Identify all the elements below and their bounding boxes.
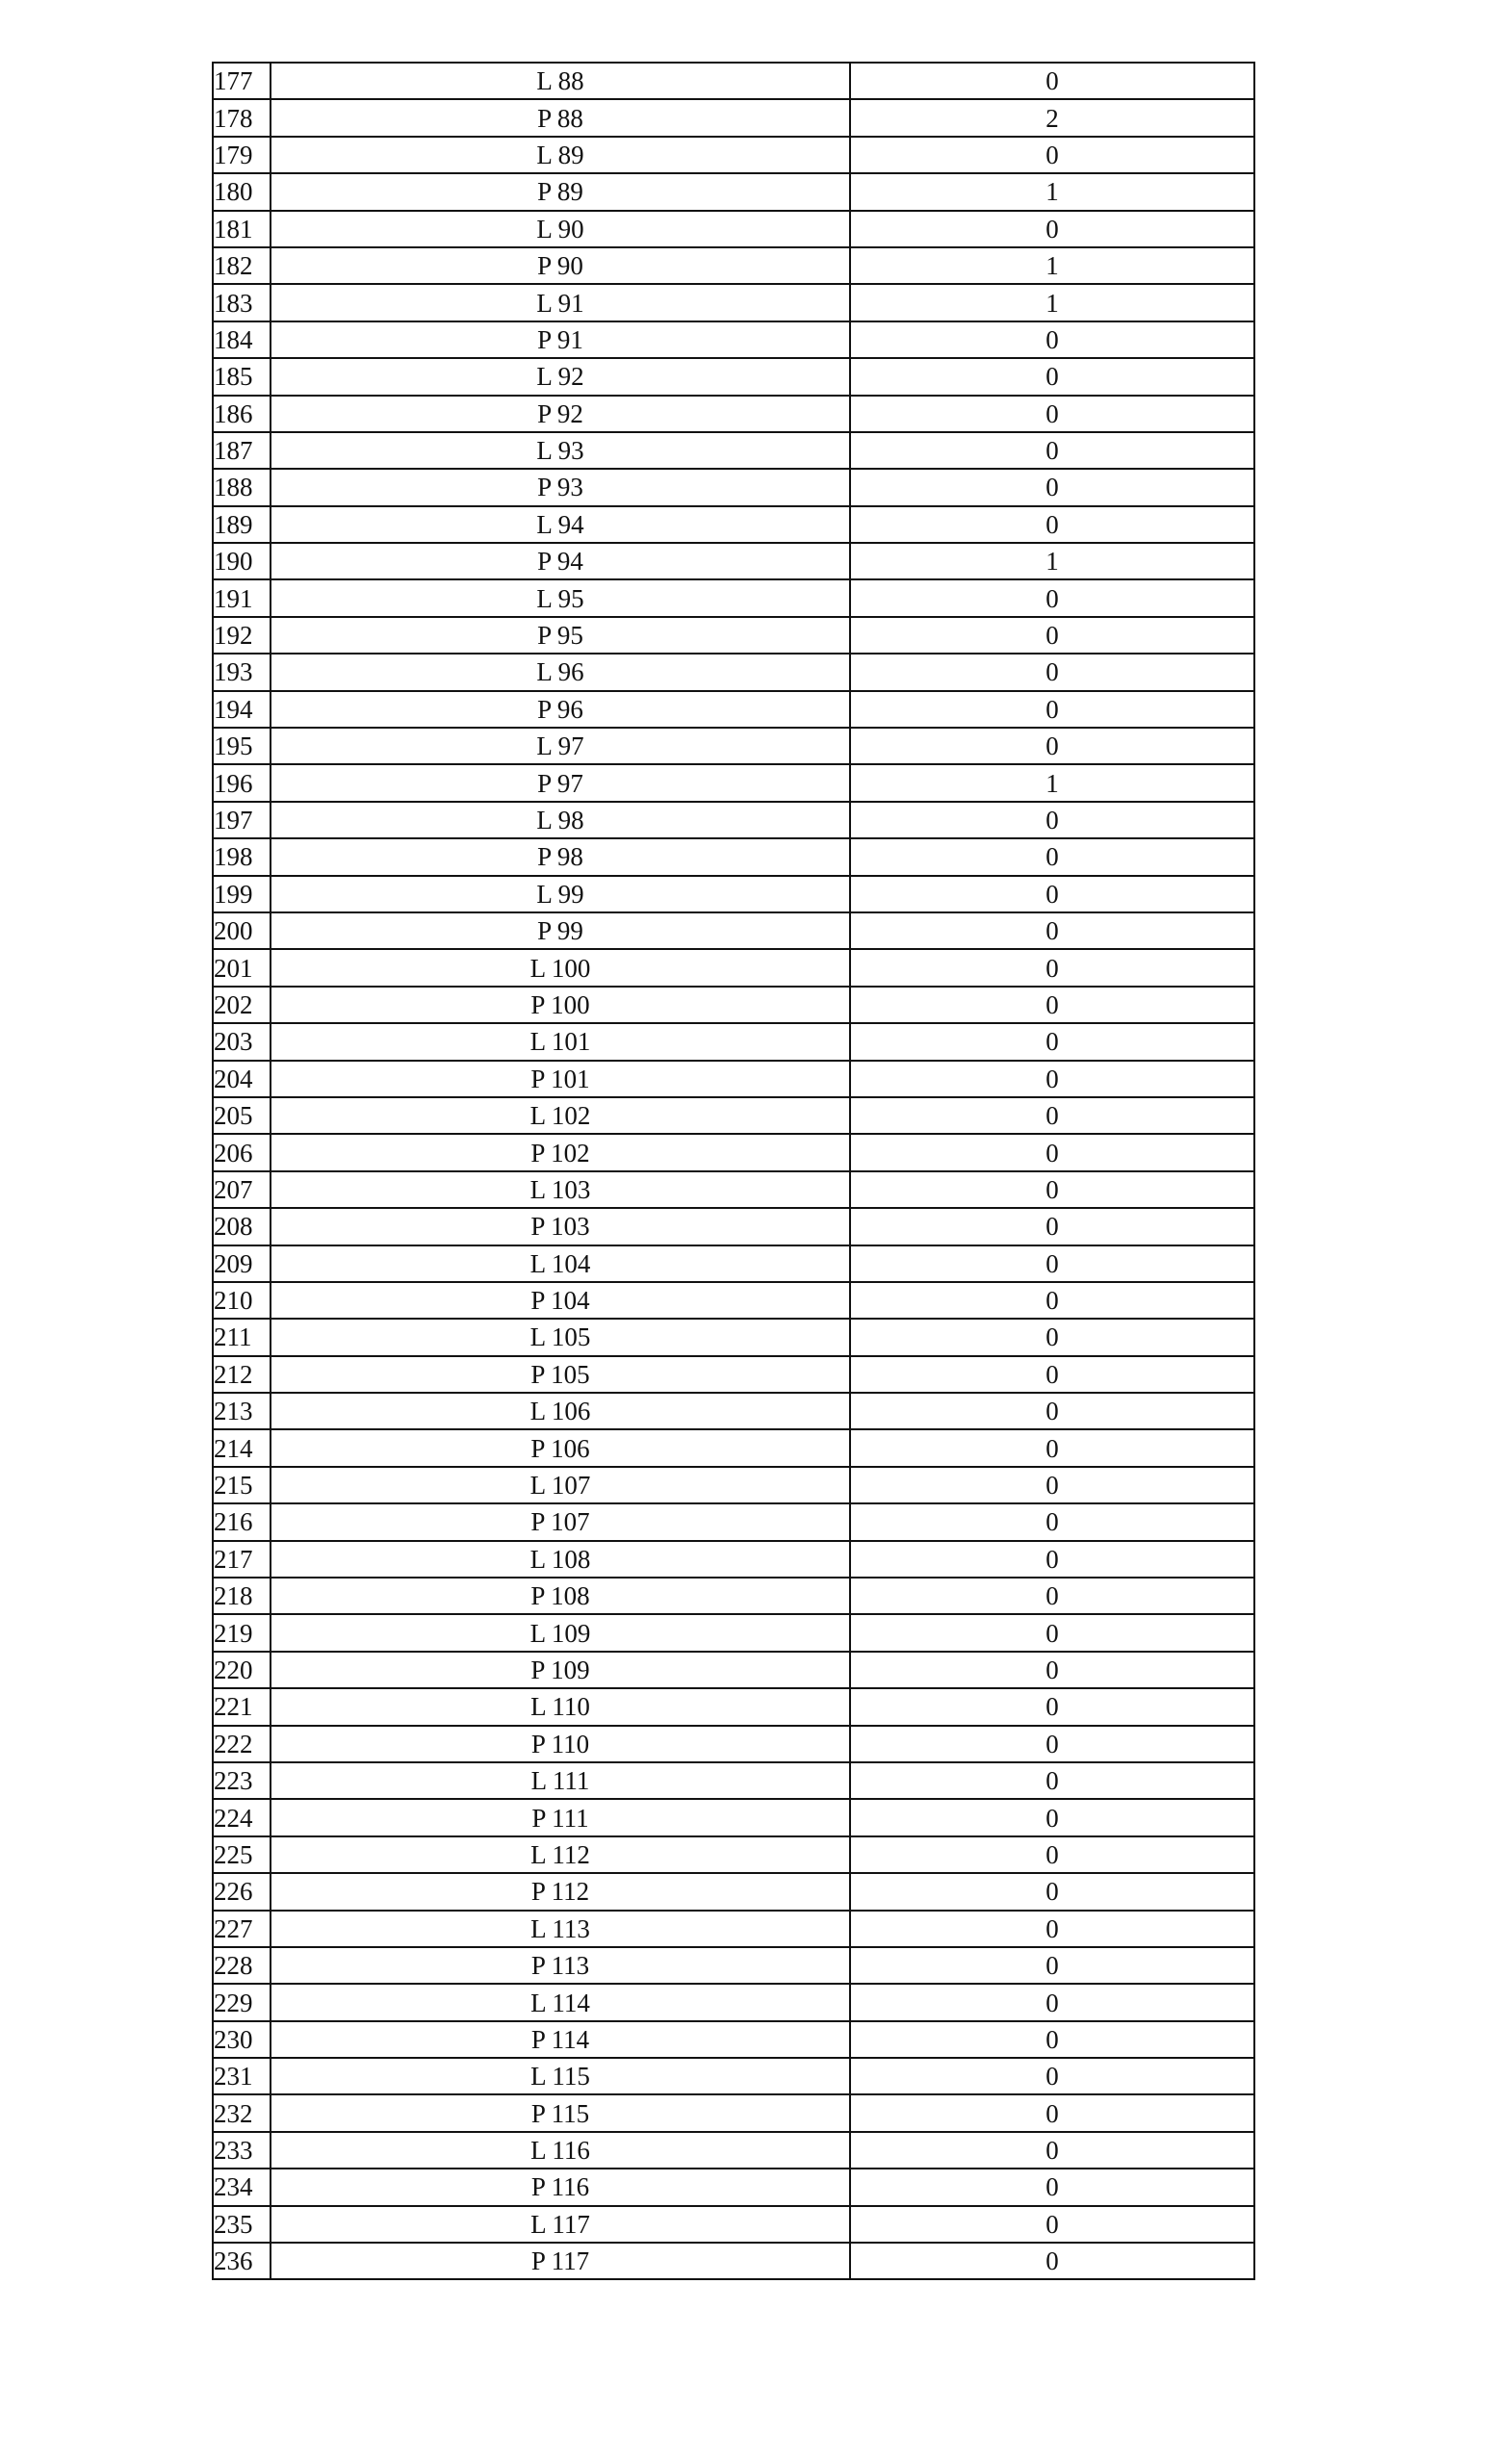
value-cell: 0 xyxy=(850,1984,1254,2020)
code-cell: P 107 xyxy=(271,1503,850,1540)
table-row xyxy=(213,432,1254,469)
value-cell: 2 xyxy=(850,99,1254,136)
code-cell: P 109 xyxy=(271,1652,850,1688)
value-cell: 0 xyxy=(850,912,1254,949)
code-cell: P 96 xyxy=(271,691,850,728)
row-number-cell: 211 xyxy=(213,1319,271,1355)
code-cell: P 111 xyxy=(271,1799,850,1835)
table-row xyxy=(213,2243,1254,2279)
code-cell: P 98 xyxy=(271,838,850,875)
table-row xyxy=(213,543,1254,579)
value-cell: 0 xyxy=(850,211,1254,247)
row-number-cell: 221 xyxy=(213,1688,271,1725)
value-cell: 0 xyxy=(850,654,1254,690)
row-number-cell: 225 xyxy=(213,1836,271,1873)
code-cell: L 97 xyxy=(271,728,850,764)
value-cell: 0 xyxy=(850,469,1254,505)
value-cell: 0 xyxy=(850,2132,1254,2169)
table-row xyxy=(213,579,1254,616)
value-cell: 0 xyxy=(850,1023,1254,1060)
code-cell: L 114 xyxy=(271,1984,850,2020)
value-cell: 0 xyxy=(850,1614,1254,1651)
code-cell: P 99 xyxy=(271,912,850,949)
row-number-cell: 177 xyxy=(213,63,271,99)
code-cell: L 108 xyxy=(271,1541,850,1578)
row-number-cell: 208 xyxy=(213,1208,271,1245)
value-cell: 0 xyxy=(850,358,1254,395)
table-row xyxy=(213,1356,1254,1393)
value-cell: 0 xyxy=(850,321,1254,358)
value-cell: 0 xyxy=(850,876,1254,912)
code-cell: L 107 xyxy=(271,1467,850,1503)
table-row xyxy=(213,1319,1254,1355)
value-cell: 0 xyxy=(850,1836,1254,1873)
value-cell: 0 xyxy=(850,1652,1254,1688)
value-cell: 0 xyxy=(850,579,1254,616)
table-row xyxy=(213,949,1254,986)
code-cell: P 95 xyxy=(271,617,850,654)
value-cell: 0 xyxy=(850,2021,1254,2058)
code-cell: P 104 xyxy=(271,1282,850,1319)
table-row xyxy=(213,654,1254,690)
code-cell: L 94 xyxy=(271,506,850,543)
row-number-cell: 193 xyxy=(213,654,271,690)
value-cell: 1 xyxy=(850,284,1254,321)
table-row xyxy=(213,506,1254,543)
row-number-cell: 219 xyxy=(213,1614,271,1651)
table-row xyxy=(213,321,1254,358)
table-row xyxy=(213,2021,1254,2058)
row-number-cell: 236 xyxy=(213,2243,271,2279)
value-cell: 0 xyxy=(850,506,1254,543)
row-number-cell: 231 xyxy=(213,2058,271,2094)
code-cell: P 97 xyxy=(271,764,850,801)
row-number-cell: 222 xyxy=(213,1726,271,1762)
code-cell: L 112 xyxy=(271,1836,850,1873)
value-cell: 0 xyxy=(850,1171,1254,1208)
row-number-cell: 186 xyxy=(213,396,271,432)
table-row xyxy=(213,1208,1254,1245)
table-row xyxy=(213,617,1254,654)
code-cell: L 105 xyxy=(271,1319,850,1355)
code-cell: P 91 xyxy=(271,321,850,358)
row-number-cell: 220 xyxy=(213,1652,271,1688)
table-row xyxy=(213,247,1254,284)
value-cell: 0 xyxy=(850,617,1254,654)
code-cell: L 90 xyxy=(271,211,850,247)
row-number-cell: 215 xyxy=(213,1467,271,1503)
table-row xyxy=(213,1799,1254,1835)
table-row xyxy=(213,1578,1254,1614)
value-cell: 1 xyxy=(850,173,1254,210)
table-row xyxy=(213,1984,1254,2020)
code-cell: P 103 xyxy=(271,1208,850,1245)
value-cell: 0 xyxy=(850,1282,1254,1319)
data-table xyxy=(212,62,1255,2280)
row-number-cell: 216 xyxy=(213,1503,271,1540)
code-cell: P 106 xyxy=(271,1429,850,1466)
table-row xyxy=(213,99,1254,136)
value-cell: 0 xyxy=(850,1578,1254,1614)
code-cell: L 117 xyxy=(271,2206,850,2243)
code-cell: L 104 xyxy=(271,1245,850,1282)
row-number-cell: 209 xyxy=(213,1245,271,1282)
code-cell: L 101 xyxy=(271,1023,850,1060)
table-row xyxy=(213,1097,1254,1134)
row-number-cell: 191 xyxy=(213,579,271,616)
code-cell: P 93 xyxy=(271,469,850,505)
row-number-cell: 178 xyxy=(213,99,271,136)
row-number-cell: 194 xyxy=(213,691,271,728)
value-cell: 0 xyxy=(850,2169,1254,2205)
row-number-cell: 195 xyxy=(213,728,271,764)
table-row xyxy=(213,876,1254,912)
value-cell: 0 xyxy=(850,1134,1254,1170)
table-row xyxy=(213,2169,1254,2205)
code-cell: P 100 xyxy=(271,987,850,1023)
row-number-cell: 212 xyxy=(213,1356,271,1393)
table-row xyxy=(213,1688,1254,1725)
row-number-cell: 213 xyxy=(213,1393,271,1429)
table-body xyxy=(213,63,1254,2279)
code-cell: P 114 xyxy=(271,2021,850,2058)
value-cell: 0 xyxy=(850,1097,1254,1134)
value-cell: 0 xyxy=(850,1947,1254,1984)
code-cell: P 117 xyxy=(271,2243,850,2279)
table-row xyxy=(213,358,1254,395)
row-number-cell: 210 xyxy=(213,1282,271,1319)
table-row xyxy=(213,1503,1254,1540)
row-number-cell: 233 xyxy=(213,2132,271,2169)
row-number-cell: 217 xyxy=(213,1541,271,1578)
table-row xyxy=(213,838,1254,875)
table-row xyxy=(213,987,1254,1023)
row-number-cell: 187 xyxy=(213,432,271,469)
value-cell: 0 xyxy=(850,728,1254,764)
value-cell: 0 xyxy=(850,691,1254,728)
table-row xyxy=(213,1061,1254,1097)
code-cell: P 108 xyxy=(271,1578,850,1614)
table-row xyxy=(213,728,1254,764)
table-row xyxy=(213,1726,1254,1762)
value-cell: 0 xyxy=(850,2058,1254,2094)
row-number-cell: 234 xyxy=(213,2169,271,2205)
row-number-cell: 183 xyxy=(213,284,271,321)
code-cell: P 110 xyxy=(271,1726,850,1762)
row-number-cell: 201 xyxy=(213,949,271,986)
row-number-cell: 184 xyxy=(213,321,271,358)
table-row xyxy=(213,1393,1254,1429)
code-cell: P 116 xyxy=(271,2169,850,2205)
table-row xyxy=(213,137,1254,173)
row-number-cell: 218 xyxy=(213,1578,271,1614)
code-cell: P 105 xyxy=(271,1356,850,1393)
row-number-cell: 230 xyxy=(213,2021,271,2058)
value-cell: 0 xyxy=(850,137,1254,173)
code-cell: L 109 xyxy=(271,1614,850,1651)
value-cell: 0 xyxy=(850,1467,1254,1503)
code-cell: L 93 xyxy=(271,432,850,469)
value-cell: 0 xyxy=(850,1799,1254,1835)
row-number-cell: 196 xyxy=(213,764,271,801)
value-cell: 0 xyxy=(850,1319,1254,1355)
code-cell: L 95 xyxy=(271,579,850,616)
row-number-cell: 226 xyxy=(213,1873,271,1910)
row-number-cell: 199 xyxy=(213,876,271,912)
value-cell: 0 xyxy=(850,432,1254,469)
table-row xyxy=(213,1429,1254,1466)
code-cell: L 106 xyxy=(271,1393,850,1429)
code-cell: P 102 xyxy=(271,1134,850,1170)
code-cell: L 99 xyxy=(271,876,850,912)
code-cell: L 98 xyxy=(271,802,850,838)
value-cell: 0 xyxy=(850,949,1254,986)
code-cell: P 88 xyxy=(271,99,850,136)
value-cell: 0 xyxy=(850,1429,1254,1466)
value-cell: 0 xyxy=(850,1911,1254,1947)
row-number-cell: 203 xyxy=(213,1023,271,1060)
code-cell: P 101 xyxy=(271,1061,850,1097)
row-number-cell: 188 xyxy=(213,469,271,505)
table-row xyxy=(213,1947,1254,1984)
value-cell: 0 xyxy=(850,1393,1254,1429)
table-row xyxy=(213,284,1254,321)
code-cell: L 111 xyxy=(271,1762,850,1799)
row-number-cell: 180 xyxy=(213,173,271,210)
value-cell: 0 xyxy=(850,838,1254,875)
table-row xyxy=(213,802,1254,838)
table-row xyxy=(213,396,1254,432)
row-number-cell: 207 xyxy=(213,1171,271,1208)
code-cell: L 103 xyxy=(271,1171,850,1208)
code-cell: P 94 xyxy=(271,543,850,579)
code-cell: L 92 xyxy=(271,358,850,395)
value-cell: 0 xyxy=(850,2243,1254,2279)
value-cell: 1 xyxy=(850,543,1254,579)
table-row xyxy=(213,1762,1254,1799)
code-cell: L 89 xyxy=(271,137,850,173)
table-row xyxy=(213,1911,1254,1947)
row-number-cell: 204 xyxy=(213,1061,271,1097)
table-row xyxy=(213,1541,1254,1578)
table-row xyxy=(213,1171,1254,1208)
row-number-cell: 205 xyxy=(213,1097,271,1134)
value-cell: 0 xyxy=(850,1061,1254,1097)
value-cell: 0 xyxy=(850,63,1254,99)
value-cell: 0 xyxy=(850,1688,1254,1725)
table-row xyxy=(213,764,1254,801)
value-cell: 0 xyxy=(850,1726,1254,1762)
row-number-cell: 189 xyxy=(213,506,271,543)
value-cell: 0 xyxy=(850,1762,1254,1799)
table-row xyxy=(213,2058,1254,2094)
code-cell: L 116 xyxy=(271,2132,850,2169)
table-row xyxy=(213,2094,1254,2131)
row-number-cell: 200 xyxy=(213,912,271,949)
row-number-cell: 232 xyxy=(213,2094,271,2131)
table-row xyxy=(213,1023,1254,1060)
code-cell: L 100 xyxy=(271,949,850,986)
row-number-cell: 181 xyxy=(213,211,271,247)
row-number-cell: 228 xyxy=(213,1947,271,1984)
value-cell: 0 xyxy=(850,1245,1254,1282)
code-cell: P 89 xyxy=(271,173,850,210)
value-cell: 1 xyxy=(850,764,1254,801)
row-number-cell: 229 xyxy=(213,1984,271,2020)
table-row xyxy=(213,1614,1254,1651)
table-row xyxy=(213,1282,1254,1319)
value-cell: 0 xyxy=(850,2206,1254,2243)
code-cell: L 88 xyxy=(271,63,850,99)
code-cell: L 91 xyxy=(271,284,850,321)
row-number-cell: 206 xyxy=(213,1134,271,1170)
value-cell: 1 xyxy=(850,247,1254,284)
value-cell: 0 xyxy=(850,802,1254,838)
table-row xyxy=(213,1134,1254,1170)
value-cell: 0 xyxy=(850,1873,1254,1910)
table-row xyxy=(213,1245,1254,1282)
row-number-cell: 197 xyxy=(213,802,271,838)
code-cell: P 90 xyxy=(271,247,850,284)
table-row xyxy=(213,1652,1254,1688)
row-number-cell: 223 xyxy=(213,1762,271,1799)
row-number-cell: 190 xyxy=(213,543,271,579)
table-row xyxy=(213,2206,1254,2243)
row-number-cell: 182 xyxy=(213,247,271,284)
table-row xyxy=(213,1836,1254,1873)
code-cell: L 113 xyxy=(271,1911,850,1947)
code-cell: P 113 xyxy=(271,1947,850,1984)
code-cell: P 92 xyxy=(271,396,850,432)
value-cell: 0 xyxy=(850,1503,1254,1540)
row-number-cell: 227 xyxy=(213,1911,271,1947)
row-number-cell: 185 xyxy=(213,358,271,395)
row-number-cell: 224 xyxy=(213,1799,271,1835)
table-row xyxy=(213,2132,1254,2169)
row-number-cell: 192 xyxy=(213,617,271,654)
table-row xyxy=(213,211,1254,247)
row-number-cell: 202 xyxy=(213,987,271,1023)
code-cell: P 112 xyxy=(271,1873,850,1910)
table-row xyxy=(213,1467,1254,1503)
value-cell: 0 xyxy=(850,2094,1254,2131)
table-row xyxy=(213,691,1254,728)
row-number-cell: 214 xyxy=(213,1429,271,1466)
table-row xyxy=(213,912,1254,949)
value-cell: 0 xyxy=(850,987,1254,1023)
value-cell: 0 xyxy=(850,396,1254,432)
code-cell: L 110 xyxy=(271,1688,850,1725)
row-number-cell: 235 xyxy=(213,2206,271,2243)
row-number-cell: 179 xyxy=(213,137,271,173)
table-row xyxy=(213,63,1254,99)
row-number-cell: 198 xyxy=(213,838,271,875)
table-row xyxy=(213,469,1254,505)
code-cell: L 102 xyxy=(271,1097,850,1134)
value-cell: 0 xyxy=(850,1208,1254,1245)
code-cell: L 115 xyxy=(271,2058,850,2094)
value-cell: 0 xyxy=(850,1541,1254,1578)
table-row xyxy=(213,1873,1254,1910)
code-cell: P 115 xyxy=(271,2094,850,2131)
table-row xyxy=(213,173,1254,210)
value-cell: 0 xyxy=(850,1356,1254,1393)
code-cell: L 96 xyxy=(271,654,850,690)
